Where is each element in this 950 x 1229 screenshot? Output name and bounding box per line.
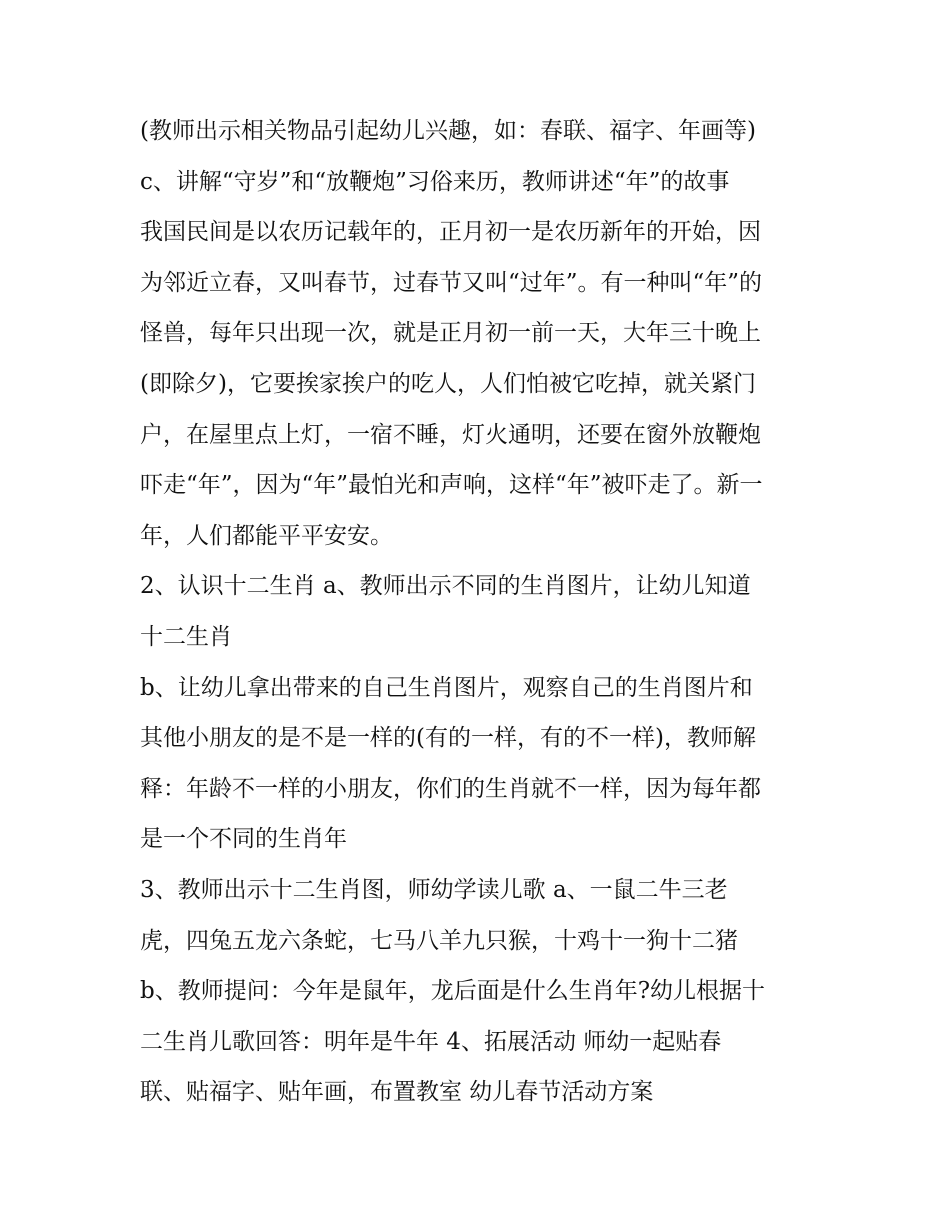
text-line: b、教师提问：今年是鼠年，龙后面是什么生肖年?幼儿根据十 [140, 978, 766, 1005]
text-line: 户，在屋里点上灯，一宿不睡，灯火通明，还要在窗外放鞭炮 [140, 421, 761, 448]
text-line: c、讲解“守岁”和“放鞭炮”习俗来历，教师讲述“年”的故事 [140, 168, 730, 195]
text-line: 虎，四兔五龙六条蛇，七马八羊九只猴，十鸡十一狗十二猪 [140, 927, 738, 954]
text-line: 释：年龄不一样的小朋友，你们的生肖就不一样，因为每年都 [140, 775, 761, 802]
text-line: 其他小朋友的是不是一样的(有的一样，有的不一样)，教师解 [140, 725, 756, 752]
text-line: 是一个不同的生肖年 [140, 826, 347, 853]
text-line: 怪兽，每年只出现一次，就是正月初一前一天，大年三十晚上 [140, 320, 761, 347]
text-line: 联、贴福字、贴年画，布置教室 幼儿春节活动方案 [140, 1079, 654, 1106]
text-line: 我国民间是以农历记载年的，正月初一是农历新年的开始，因 [140, 219, 761, 246]
text-line: (教师出示相关物品引起幼儿兴趣，如：春联、福字、年画等) [140, 118, 756, 144]
text-line: 吓走“年”，因为“年”最怕光和声响，这样“年”被吓走了。新一 [140, 472, 763, 499]
text-line: 3、教师出示十二生肖图，师幼学读儿歌 a、一鼠二牛三老 [140, 876, 728, 903]
text-line: 年，人们都能平平安安。 [140, 522, 393, 549]
text-line: (即除夕)，它要挨家挨户的吃人，人们怕被它吃掉，就关紧门 [140, 370, 756, 397]
text-line: 二生肖儿歌回答：明年是牛年 4、拓展活动 师幼一起贴春 [140, 1028, 722, 1055]
body-text [140, 111, 820, 1123]
text-line: 十二生肖 [140, 623, 232, 650]
text-line: 2、认识十二生肖 a、教师出示不同的生肖图片，让幼儿知道 [140, 573, 751, 600]
text-line: b、让幼儿拿出带来的自己生肖图片，观察自己的生肖图片和 [140, 674, 753, 701]
text-line: 为邻近立春，又叫春节，过春节又叫“过年”。有一种叫“年”的 [140, 269, 763, 296]
